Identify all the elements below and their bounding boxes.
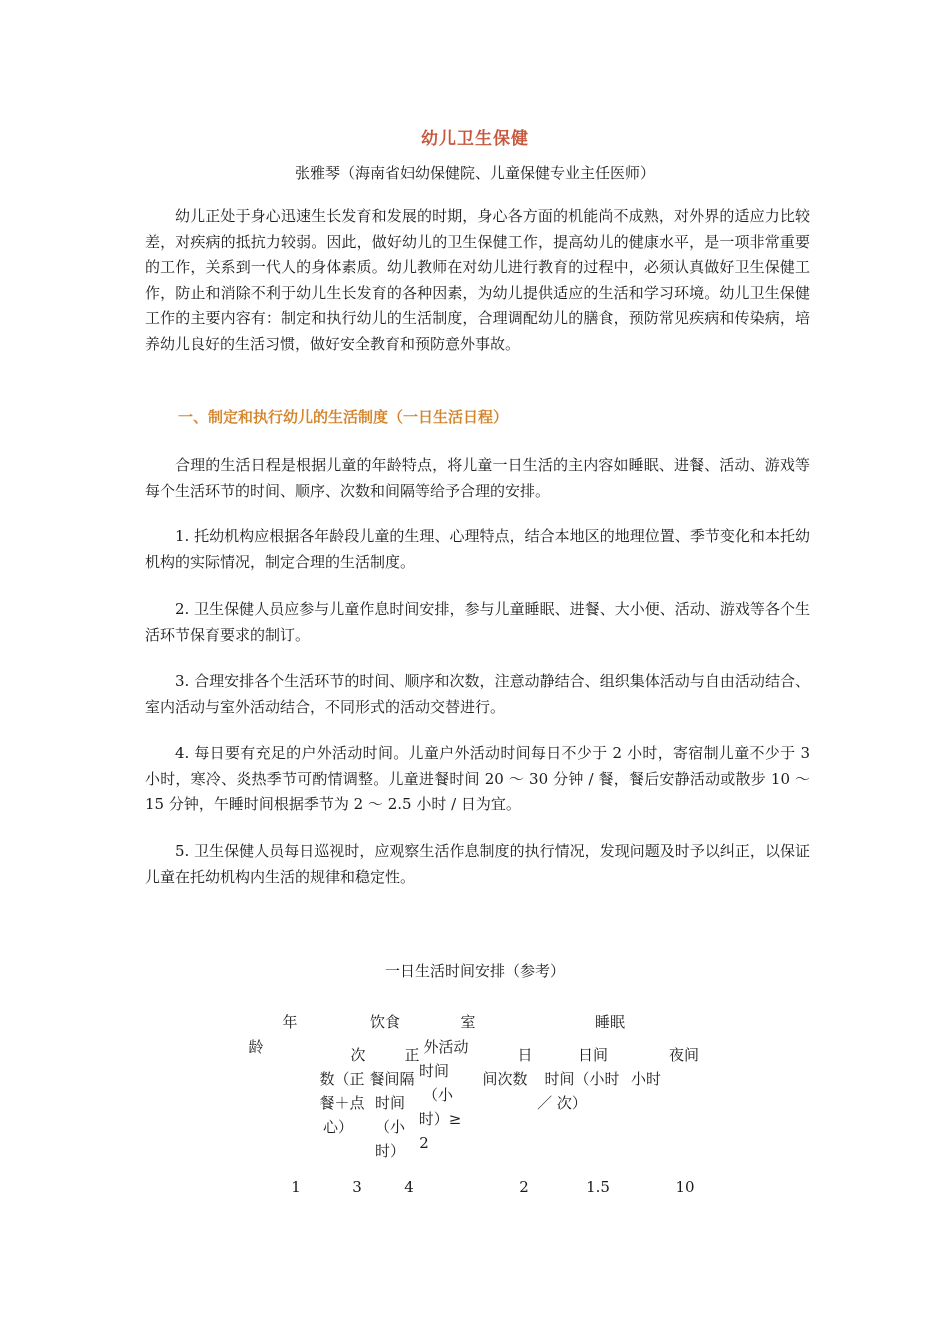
header-interval: （小 <box>374 1118 405 1136</box>
table-cell-night: 10 <box>675 1178 695 1196</box>
header-outdoor-time: 2 <box>419 1134 429 1152</box>
intro-paragraph: 幼儿正处于身心迅速生长发育和发展的时期，身心各方面的机能尚不成熟，对外界的适应力比较差，对疾病的抵抗力较弱。因此，做好幼儿的卫生保健工作，提高幼儿的健康水平，是一项非常重要的工作，关系到一代人的身体素质。幼儿教师在对幼儿进行教育的过程中，必须认真做好卫生保健工作，防止和消除不利于幼儿生长发育的各种因素，为幼儿提供适应的生活和学习环境。幼儿卫生保健工作的主要内容有：制定和执行幼儿的生活制度，合理调配幼儿的膳食，预防常见疾病和传染病，培养幼儿良好的生活习惯，做好安全教育和预防意外事故。 <box>145 207 810 353</box>
header-meals: 次 <box>350 1046 366 1064</box>
list-item: 4. 每日要有充足的户外活动时间。儿童户外活动时间每日不少于 2 小时，寄宿制儿童不少于 3 小时，寒冷、炎热季节可酌情调整。儿童进餐时间 20 ～ 30 分钟 / 餐，餐后安静活动或散步 10 ～ 15 分钟，午睡时间根据季节为 2 ～ 2.5 小时 / 日为宜。 <box>145 744 810 813</box>
header-day-count: 间次数 <box>482 1070 528 1088</box>
header-night: 夜间 <box>668 1046 699 1064</box>
header-night: 小时 <box>630 1070 661 1088</box>
header-diet: 饮食 <box>369 1013 400 1031</box>
header-interval: 正 <box>404 1046 420 1064</box>
header-sleep: 睡眠 <box>594 1013 625 1031</box>
table-cell-age: 1 <box>291 1178 301 1196</box>
header-outdoor-time: 时）≥ <box>418 1110 462 1128</box>
header-meals: 数（正 <box>319 1070 365 1088</box>
header-interval: 餐间隔 <box>369 1070 415 1088</box>
table-cell-day-time: 1.5 <box>586 1178 610 1196</box>
table-cell-meals: 3 <box>352 1178 362 1196</box>
header-day-time: 日间 <box>577 1046 608 1064</box>
header-outdoor-time: （小 <box>422 1086 453 1104</box>
header-outdoor: 室 <box>460 1013 476 1031</box>
author-line: 张雅琴（海南省妇幼保健院、儿童保健专业主任医师） <box>294 164 655 182</box>
list-item: 3. 合理安排各个生活环节的时间、顺序和次数，注意动静结合、组织集体活动与自由活动结合、室内活动与室外活动结合，不同形式的活动交替进行。 <box>145 672 810 716</box>
section-intro-paragraph: 合理的生活日程是根据儿童的年龄特点，将儿童一日生活的主内容如睡眠、进餐、活动、游戏等每个生活环节的时间、顺序、次数和间隔等给予合理的安排。 <box>145 456 810 500</box>
section-heading: 一、制定和执行幼儿的生活制度（一日生活日程） <box>178 408 509 426</box>
header-meals: 餐＋点 <box>319 1094 365 1112</box>
header-interval: 时） <box>374 1142 405 1160</box>
header-outdoor-time: 时间 <box>418 1062 449 1080</box>
list-item: 5. 卫生保健人员每日巡视时，应观察生活作息制度的执行情况，发现问题及时予以纠正，以保证儿童在托幼机构内生活的规律和稳定性。 <box>145 842 810 886</box>
table-cell-day-count: 2 <box>519 1178 529 1196</box>
header-interval: 时间 <box>374 1094 405 1112</box>
header-day-time: ／ 次） <box>537 1094 587 1112</box>
list-item: 2. 卫生保健人员应参与儿童作息时间安排，参与儿童睡眠、进餐、大小便、活动、游戏等各个生活环节保育要求的制订。 <box>145 600 810 644</box>
header-age-top: 年 <box>282 1013 298 1031</box>
document-title: 幼儿卫生保健 <box>421 129 529 149</box>
header-meals: 心） <box>322 1118 353 1136</box>
table-cell-interval: 4 <box>404 1178 414 1196</box>
table-caption: 一日生活时间安排（参考） <box>384 962 565 980</box>
list-item: 1. 托幼机构应根据各年龄段儿童的生理、心理特点，结合本地区的地理位置、季节变化和本托幼机构的实际情况，制定合理的生活制度。 <box>145 527 810 571</box>
header-day-count: 日 <box>517 1046 533 1064</box>
header-outdoor-time: 外活动 <box>423 1038 469 1056</box>
header-day-time: 时间（小时 <box>544 1070 620 1088</box>
header-age-bottom: 龄 <box>248 1038 264 1056</box>
